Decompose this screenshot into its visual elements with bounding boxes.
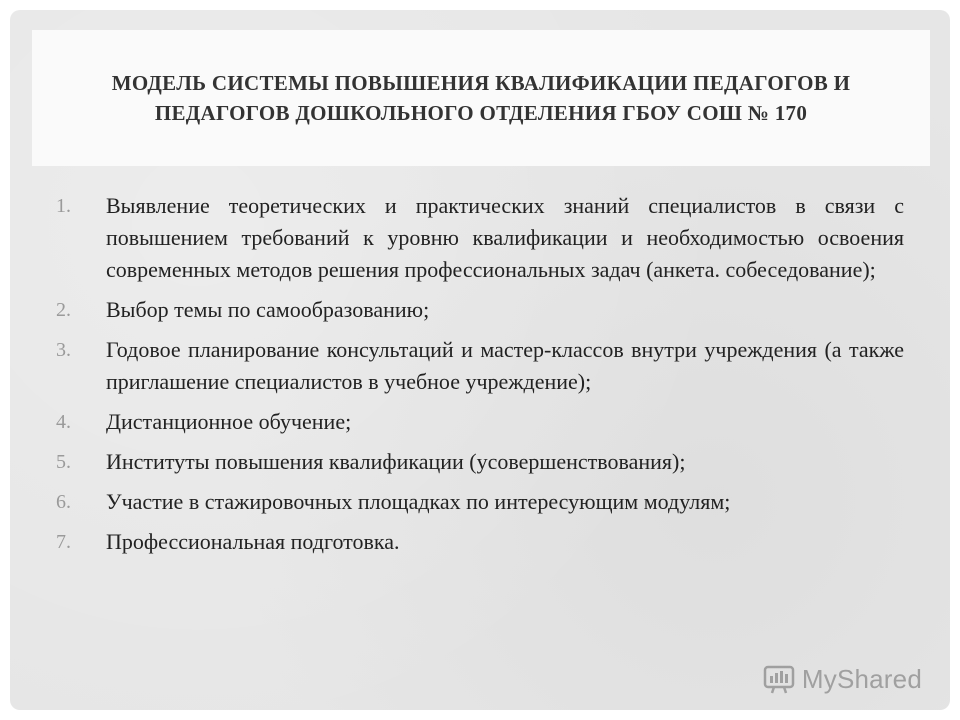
- list-item-number: 4.: [56, 411, 71, 433]
- list-item-number: 3.: [56, 339, 71, 361]
- list-item-text: Выявление теоретических и практических знаний специалистов в связи с повышением требований к уровню квалификации и необходимостью освоения современных методов решения профессиональных задач (анкета. собеседование);: [106, 193, 904, 282]
- list-item-number: 6.: [56, 491, 71, 513]
- list-item-number: 1.: [56, 195, 71, 217]
- list-item-text: Профессиональная подготовка.: [106, 529, 400, 554]
- list-item-text: Выбор темы по самообразованию;: [106, 297, 430, 322]
- title-box: [32, 30, 930, 166]
- watermark-text: MyShared: [801, 663, 922, 694]
- list-item: [56, 294, 904, 326]
- list-item-number: 2.: [56, 299, 71, 321]
- list-item-number: 5.: [56, 451, 71, 473]
- slide: [10, 10, 950, 710]
- list-item-text: Институты повышения квалификации (усовершенствования);: [106, 449, 686, 474]
- list-item: [56, 190, 904, 286]
- list-item: [56, 334, 904, 398]
- watermark: [762, 662, 922, 696]
- numbered-list: [56, 190, 904, 566]
- list-item: [56, 446, 904, 478]
- list-item-text: Участие в стажировочных площадках по интересующим модулям;: [106, 489, 731, 514]
- list-item-text: Дистанционное обучение;: [106, 409, 352, 434]
- list-item: [56, 526, 904, 558]
- list-item: [56, 486, 904, 518]
- myshared-logo-icon: [762, 662, 796, 696]
- list-item-text: Годовое планирование консультаций и мастер-классов внутри учреждения (а также приглашение специалистов в учебное учреждение);: [106, 337, 904, 394]
- list-item-number: 7.: [56, 531, 71, 553]
- slide-title: МОДЕЛЬ СИСТЕМЫ ПОВЫШЕНИЯ КВАЛИФИКАЦИИ ПЕДАГОГОВ И ПЕДАГОГОВ ДОШКОЛЬНОГО ОТДЕЛЕНИЯ ГБОУ СОШ № 170: [111, 71, 851, 125]
- list-item: [56, 406, 904, 438]
